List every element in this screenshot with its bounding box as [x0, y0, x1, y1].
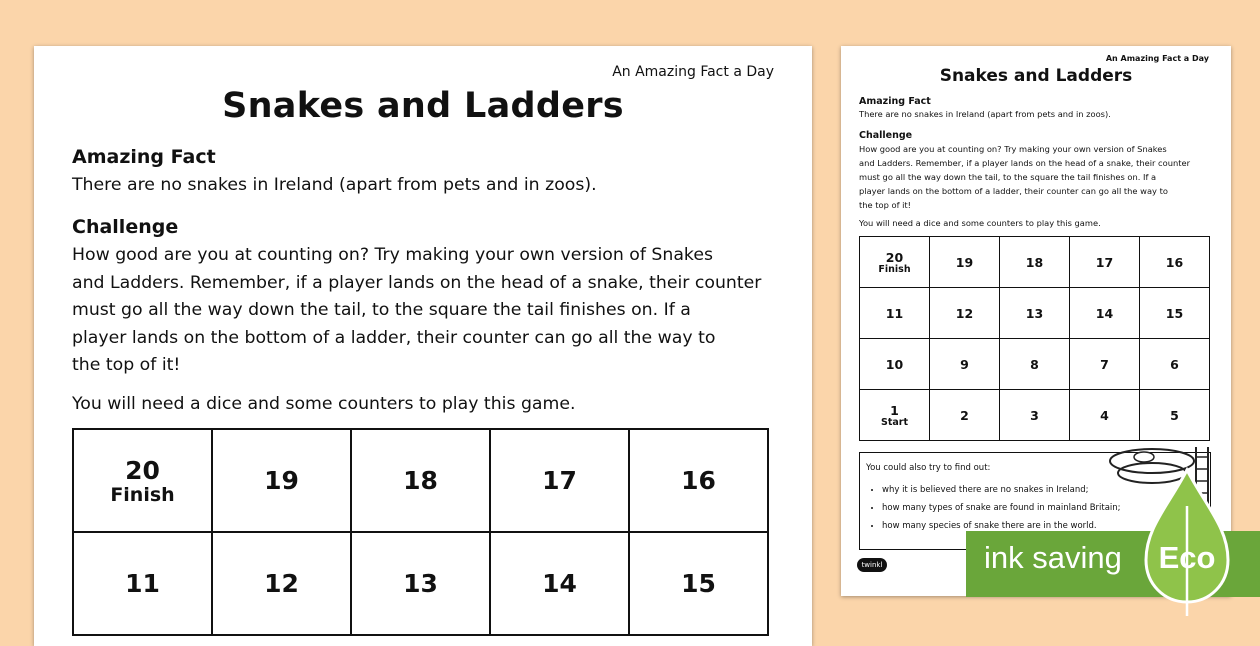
fact-text: There are no snakes in Ireland (apart from pets and in zoos).: [859, 109, 1111, 119]
board-square: 9: [930, 339, 1000, 390]
board-square: 15: [629, 532, 768, 635]
list-item: • how many species of snake there are in the world.: [882, 517, 1121, 535]
board-square: 10: [860, 339, 930, 390]
board-square: 14: [1070, 288, 1140, 339]
game-board: [859, 236, 1210, 441]
challenge-text: [72, 242, 776, 380]
board-square: 20 Finish: [73, 429, 212, 532]
worksheet-preview-large: [34, 46, 812, 646]
board-square: 11: [73, 532, 212, 635]
board-row: [860, 390, 1210, 441]
game-board: [72, 428, 769, 636]
challenge-line: and Ladders. Remember, if a player lands on the head of a snake, their counter: [859, 157, 1190, 168]
challenge-line: How good are you at counting on? Try making your own version of Snakes: [859, 144, 1167, 154]
challenge-line: must go all the way down the tail, to the square the tail finishes on. If a: [72, 300, 691, 320]
challenge-heading: Challenge: [72, 216, 179, 238]
board-row: [860, 339, 1210, 390]
board-row: [73, 429, 768, 532]
board-square: 14: [490, 532, 629, 635]
board-square: 6: [1140, 339, 1210, 390]
board-square: 12: [930, 288, 1000, 339]
challenge-line: player lands on the bottom of a ladder, their counter can go all the way to: [859, 185, 1168, 196]
brand-label: An Amazing Fact a Day: [1105, 54, 1209, 63]
board-square: 7: [1070, 339, 1140, 390]
need-text: You will need a dice and some counters to play this game.: [859, 218, 1101, 228]
board-square: 16: [1140, 237, 1210, 288]
board-square: 12: [212, 532, 351, 635]
find-out-list: [872, 481, 1121, 535]
board-square: 16: [629, 429, 768, 532]
board-row: [860, 288, 1210, 339]
board-square: 13: [1000, 288, 1070, 339]
finish-label: Finish: [878, 263, 911, 275]
board-square: 19: [930, 237, 1000, 288]
board-square: 19: [212, 429, 351, 532]
list-item: • why it is believed there are no snakes in Ireland;: [882, 481, 1121, 499]
eco-label: Eco: [1158, 540, 1216, 575]
board-square: 5: [1140, 390, 1210, 441]
challenge-line: How good are you at counting on? Try making your own version of Snakes: [72, 245, 713, 265]
board-square: 15: [1140, 288, 1210, 339]
board-square: 1 Start: [860, 390, 930, 441]
page-title: Snakes and Ladders: [939, 66, 1133, 86]
board-square: 8: [1000, 339, 1070, 390]
board-square: 18: [1000, 237, 1070, 288]
board-square: 13: [351, 532, 490, 635]
board-square: 4: [1070, 390, 1140, 441]
board-square: 17: [1070, 237, 1140, 288]
brand-label: An Amazing Fact a Day: [612, 64, 774, 80]
eco-banner-text: ink saving: [984, 540, 1122, 575]
board-square: 17: [490, 429, 629, 532]
board-row: [73, 532, 768, 635]
challenge-line: and Ladders. Remember, if a player lands on the head of a snake, their counter: [72, 272, 762, 293]
fact-heading: Amazing Fact: [72, 146, 216, 168]
board-square: 2: [930, 390, 1000, 441]
need-text: You will need a dice and some counters to play this game.: [72, 394, 576, 414]
board-square: 20 Finish: [860, 237, 930, 288]
board-row: [860, 237, 1210, 288]
challenge-heading: Challenge: [859, 130, 913, 141]
board-square: 18: [351, 429, 490, 532]
fact-heading: Amazing Fact: [859, 96, 931, 107]
challenge-line: the top of it!: [859, 199, 912, 210]
challenge-line: the top of it!: [72, 355, 181, 375]
list-item: • how many types of snake are found in mainland Britain;: [882, 499, 1121, 517]
board-square: 3: [1000, 390, 1070, 441]
start-label: Start: [880, 416, 909, 428]
twinkl-logo: twinkl: [857, 558, 887, 572]
find-out-intro: You could also try to find out:: [866, 463, 991, 473]
challenge-line: must go all the way down the tail, to the square the tail finishes on. If a: [859, 171, 1157, 182]
challenge-text: [859, 143, 1213, 213]
challenge-line: player lands on the bottom of a ladder, their counter can go all the way to: [72, 327, 716, 348]
page-title: Snakes and Ladders: [222, 86, 624, 126]
board-square: 11: [860, 288, 930, 339]
fact-text: There are no snakes in Ireland (apart from pets and in zoos).: [72, 175, 597, 195]
finish-label: Finish: [110, 484, 175, 506]
